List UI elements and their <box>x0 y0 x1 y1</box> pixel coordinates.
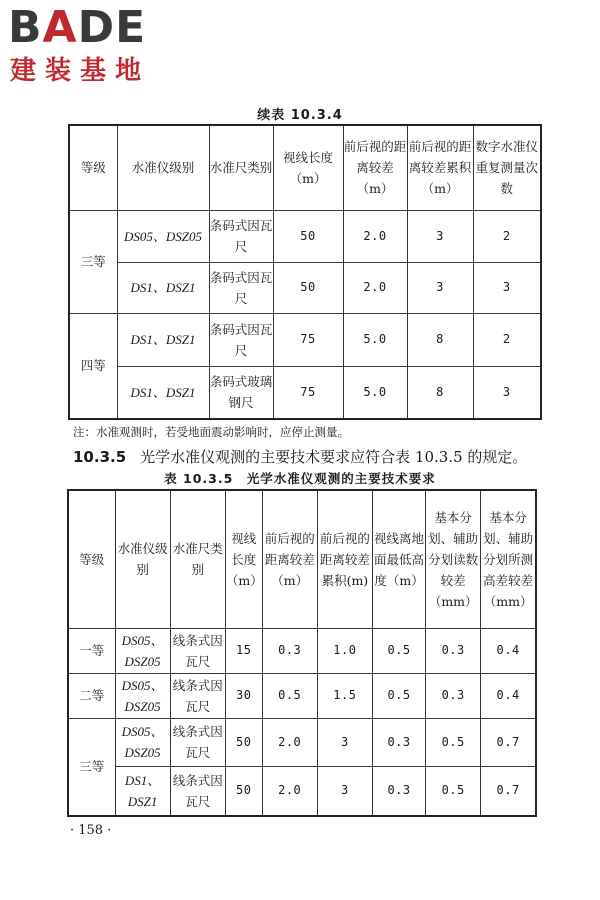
repeat-cell: 2 <box>473 313 541 366</box>
table-row <box>68 628 536 673</box>
diff-cell: 5.0 <box>343 313 407 366</box>
staff-cell: 条码式玻璃钢尺 <box>209 366 273 419</box>
accum-cell: 8 <box>407 313 473 366</box>
model-cell: DS05、DSZ05 <box>115 628 170 673</box>
height-diff-cell: 0.7 <box>481 718 536 766</box>
length-cell: 50 <box>273 210 343 262</box>
diff-cell: 2.0 <box>343 210 407 262</box>
read-diff-cell: 0.3 <box>426 628 481 673</box>
table1-header-row <box>69 125 541 210</box>
height-diff-cell: 0.4 <box>481 628 536 673</box>
table1-note: 注：水准观测时，若受地面震动影响时，应停止测量。 <box>73 425 349 439</box>
table1-header-cell: 等级 <box>69 125 117 210</box>
table1-caption: 续表 10.3.4 <box>257 108 343 123</box>
table1-header-cell: 数字水准仪重复测量次数 <box>473 125 541 210</box>
model-cell: DS1、DSZ1 <box>115 766 170 816</box>
table1-header-cell: 前后视的距离较差累积（m） <box>407 125 473 210</box>
length-cell: 30 <box>225 673 262 718</box>
logo-wordmark: BADE <box>8 2 147 53</box>
height-cell: 0.5 <box>372 673 425 718</box>
table1-header-cell: 前后视的距离较差（m） <box>343 125 407 210</box>
model-cell: DS1、DSZ1 <box>117 313 209 366</box>
table1-header-cell: 视线长度（m） <box>273 125 343 210</box>
staff-cell: 线条式因瓦尺 <box>170 766 225 816</box>
section-clause <box>73 446 527 467</box>
grade-cell: 一等 <box>68 628 115 673</box>
grade-cell: 二等 <box>68 673 115 718</box>
table2-header-row <box>68 490 536 628</box>
diff-cell: 2.0 <box>343 262 407 313</box>
length-cell: 50 <box>225 766 262 816</box>
height-cell: 0.3 <box>372 718 425 766</box>
page-number: · 158 · <box>70 823 112 838</box>
staff-cell: 线条式因瓦尺 <box>170 718 225 766</box>
table-row <box>69 210 541 262</box>
table-row <box>69 313 541 366</box>
length-cell: 75 <box>273 313 343 366</box>
model-cell: DS05、DSZ05 <box>115 673 170 718</box>
staff-cell: 条码式因瓦尺 <box>209 262 273 313</box>
table1-header-cell: 水准尺类别 <box>209 125 273 210</box>
read-diff-cell: 0.5 <box>426 718 481 766</box>
accum-cell: 3 <box>407 210 473 262</box>
table2-header-cell: 水准仪级别 <box>115 490 170 628</box>
height-cell: 0.3 <box>372 766 425 816</box>
table-row <box>68 766 536 816</box>
length-cell: 50 <box>225 718 262 766</box>
accum-cell: 3 <box>407 262 473 313</box>
accum-cell: 3 <box>317 718 372 766</box>
accum-cell: 1.0 <box>317 628 372 673</box>
logo-subtitle: 建装基地 <box>10 56 151 86</box>
staff-cell: 线条式因瓦尺 <box>170 628 225 673</box>
table1-header-cell: 水准仪级别 <box>117 125 209 210</box>
table2-header-cell: 基本分划、辅助分划所测高差较差（mm） <box>481 490 536 628</box>
repeat-cell: 2 <box>473 210 541 262</box>
height-diff-cell: 0.7 <box>481 766 536 816</box>
model-cell: DS05、DSZ05 <box>117 210 209 262</box>
repeat-cell: 3 <box>473 366 541 419</box>
read-diff-cell: 0.5 <box>426 766 481 816</box>
staff-cell: 线条式因瓦尺 <box>170 673 225 718</box>
diff-cell: 0.3 <box>262 628 317 673</box>
staff-cell: 条码式因瓦尺 <box>209 313 273 366</box>
height-cell: 0.5 <box>372 628 425 673</box>
diff-cell: 0.5 <box>262 673 317 718</box>
table1 <box>68 124 542 420</box>
diff-cell: 5.0 <box>343 366 407 419</box>
model-cell: DS05、DSZ05 <box>115 718 170 766</box>
accum-cell: 3 <box>317 766 372 816</box>
diff-cell: 2.0 <box>262 718 317 766</box>
repeat-cell: 3 <box>473 262 541 313</box>
table2 <box>67 489 537 817</box>
grade-cell: 四等 <box>69 313 117 419</box>
table2-caption: 表 10.3.5 光学水准仪观测的主要技术要求 <box>164 471 436 486</box>
table2-header-cell: 基本分划、辅助分划读数较差（mm） <box>426 490 481 628</box>
grade-cell: 三等 <box>68 718 115 816</box>
length-cell: 15 <box>225 628 262 673</box>
section-text: 光学水准仪观测的主要技术要求应符合表 10.3.5 的规定。 <box>140 448 528 466</box>
table-row <box>68 718 536 766</box>
length-cell: 75 <box>273 366 343 419</box>
table-row <box>68 673 536 718</box>
table2-header-cell: 视线离地面最低高度（m） <box>372 490 425 628</box>
model-cell: DS1、DSZ1 <box>117 262 209 313</box>
length-cell: 50 <box>273 262 343 313</box>
table2-header-cell: 视线长度（m） <box>225 490 262 628</box>
accum-cell: 1.5 <box>317 673 372 718</box>
table2-header-cell: 前后视的距离较差累积(m) <box>317 490 372 628</box>
table2-header-cell: 前后视的距离较差（m） <box>262 490 317 628</box>
read-diff-cell: 0.3 <box>426 673 481 718</box>
section-number: 10.3.5 <box>73 448 127 466</box>
height-diff-cell: 0.4 <box>481 673 536 718</box>
grade-cell: 三等 <box>69 210 117 313</box>
brand-logo <box>8 2 208 90</box>
table2-header-cell: 水准尺类别 <box>170 490 225 628</box>
diff-cell: 2.0 <box>262 766 317 816</box>
table-row <box>69 366 541 419</box>
table2-header-cell: 等级 <box>68 490 115 628</box>
table-row <box>69 262 541 313</box>
staff-cell: 条码式因瓦尺 <box>209 210 273 262</box>
model-cell: DS1、DSZ1 <box>117 366 209 419</box>
accum-cell: 8 <box>407 366 473 419</box>
